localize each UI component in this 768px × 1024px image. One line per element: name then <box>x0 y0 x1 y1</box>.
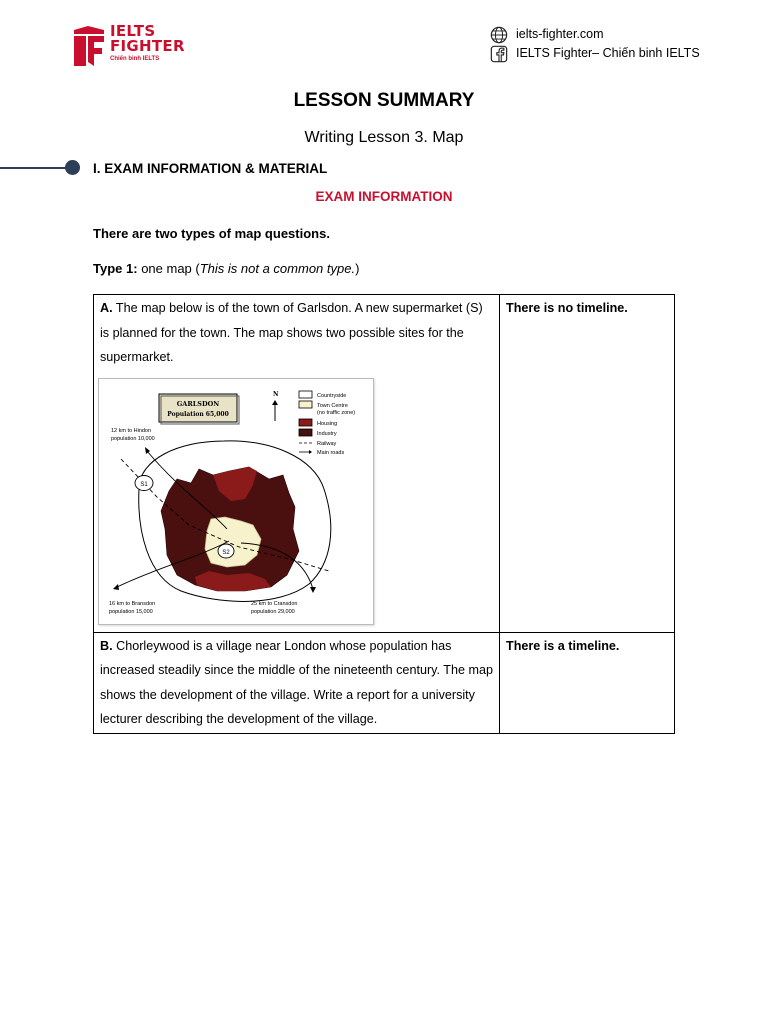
label-hindon-2: population 10,000 <box>111 435 155 442</box>
garlsdon-map-svg <box>99 379 373 624</box>
legend-housing: Housing <box>317 420 338 427</box>
north-label: N <box>273 390 279 398</box>
page-title: LESSON SUMMARY <box>293 90 475 111</box>
legend-main-roads: Main roads <box>317 449 345 456</box>
type1-text: one map ( <box>141 261 200 276</box>
legend-town-centre: Town Centre <box>317 402 348 409</box>
row-a-note-cell <box>500 295 675 633</box>
label-hindon-1: 12 km to Hindon <box>111 427 152 434</box>
page-subtitle: Writing Lesson 3. Map <box>304 129 464 146</box>
row-b-question <box>94 632 500 733</box>
legend-industry: Industry <box>317 430 337 437</box>
row-b-note-cell <box>500 632 675 733</box>
label-bransdon-1: 16 km to Bransdon <box>109 600 156 607</box>
north-arrow-icon <box>272 400 278 421</box>
contact-info <box>489 25 700 63</box>
section-bullet-icon <box>65 160 80 175</box>
row-a-question <box>94 295 500 633</box>
legend-countryside: Countryside <box>317 392 347 399</box>
globe-icon <box>489 26 509 44</box>
facebook-icon <box>489 45 509 63</box>
type1-note: This is not a common type. <box>199 261 356 276</box>
site-s1-label: S1 <box>140 481 148 488</box>
table-row <box>94 295 675 633</box>
row-a-text: The map below is of the town of Garlsdon. A new supermarket (S) is planned for the town. The map shows two possible sites for the supermarket. <box>100 301 483 364</box>
row-b-note: There is a timeline. <box>506 638 620 653</box>
site-s2-label: S2 <box>222 549 230 556</box>
label-bransdon-2: population 15,000 <box>109 608 153 615</box>
label-cransdon-2: population 29,000 <box>251 608 295 615</box>
map-town-name: GARLSDON <box>176 399 220 408</box>
label-cransdon-1: 25 km to Cransdon <box>251 600 298 607</box>
section-divider-line <box>0 167 66 169</box>
row-a-label: A. <box>100 301 113 315</box>
table-row <box>94 632 675 733</box>
type1-line <box>93 261 359 276</box>
logo-tagline: Chiến binh IELTS <box>110 56 160 62</box>
row-a-note: There is no timeline. <box>506 301 628 315</box>
section-heading: I. EXAM INFORMATION & MATERIAL <box>93 161 328 176</box>
facebook-row[interactable] <box>489 44 700 63</box>
map-town-population: Population 65,000 <box>167 410 229 418</box>
type1-label: Type 1: <box>93 261 138 276</box>
intro-text: There are two types of map questions. <box>93 226 330 241</box>
row-b-text: Chorleywood is a village near London whose population has increased steadily since the middle of the nineteenth century. The map shows the development of the village. Write a report for a university lecturer describing the development of the village. <box>100 638 493 726</box>
row-b-label: B. <box>100 638 113 653</box>
exam-info-heading: EXAM INFORMATION <box>315 189 453 204</box>
legend-railway: Railway <box>317 440 337 447</box>
garlsdon-map <box>98 378 374 625</box>
website-row[interactable] <box>489 25 700 44</box>
website-link[interactable]: ielts-fighter.com <box>516 27 604 41</box>
question-types-table <box>93 294 675 734</box>
facebook-link[interactable]: IELTS Fighter– Chiến binh IELTS <box>516 46 700 60</box>
type1-end: ) <box>355 261 360 276</box>
logo-wordmark: IELTS FIGHTER <box>110 22 185 55</box>
legend-no-traffic: (no traffic zone) <box>317 409 356 416</box>
